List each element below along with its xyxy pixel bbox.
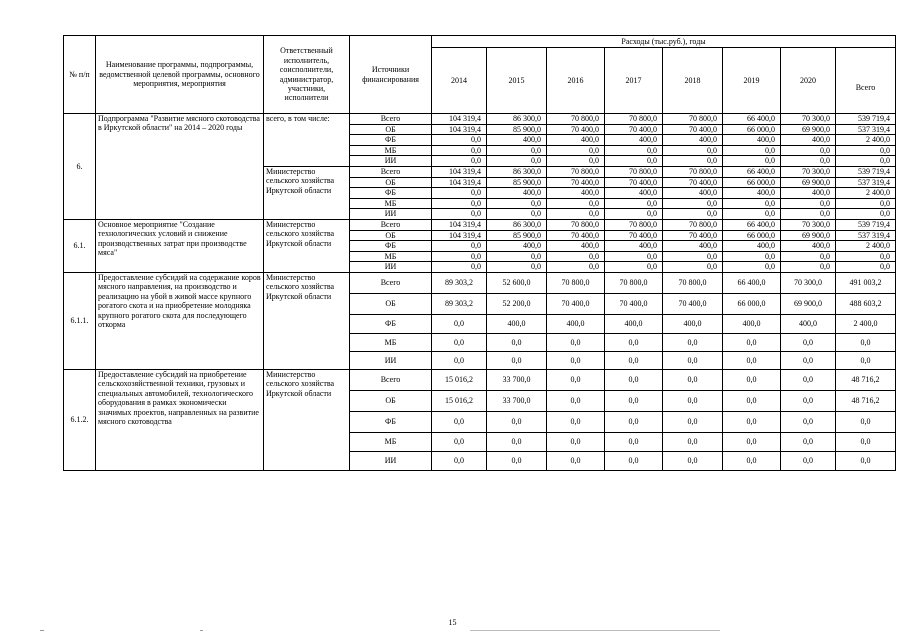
year-value: 0,0 [605,351,663,369]
year-value: 400,0 [605,188,663,199]
year-value: 400,0 [781,241,836,252]
total-value: 2 400,0 [836,135,896,146]
year-value: 0,0 [547,432,605,451]
year-value: 0,0 [547,209,605,220]
funding-source: ФБ [350,135,432,146]
funding-source: ФБ [350,314,432,333]
year-value: 0,0 [605,390,663,411]
table-header [64,36,896,114]
header-sources: Источники финансирования [350,36,432,114]
funding-source: ОБ [350,293,432,314]
program-name: Предоставление субсидий на приобретение сельскохозяйственной техники, грузовых и специальных автомобилей, технологического оборудования в рамках экономически значимых проектов, направленных на развитие мясного скотоводства [96,369,264,470]
year-value: 66 000,0 [723,124,781,135]
row-number: 6.1.1. [64,272,96,369]
year-value: 0,0 [605,209,663,220]
program-name: Подпрограмма "Развитие мясного скотоводства в Иркутской области" на 2014 – 2020 годы [96,114,264,220]
year-value: 0,0 [723,390,781,411]
header-year: 2016 [547,48,605,114]
year-value: 0,0 [663,333,723,351]
year-value: 86 300,0 [487,114,547,125]
total-value: 491 003,2 [836,272,896,293]
year-value: 0,0 [605,432,663,451]
year-value: 400,0 [487,314,547,333]
year-value: 70 800,0 [547,219,605,230]
year-value: 70 800,0 [605,166,663,177]
total-value: 539 719,4 [836,219,896,230]
program-name: Основное мероприятие "Создание технологических условий и снижение производственных затрат при производстве мяса" [96,219,264,272]
year-value: 0,0 [663,411,723,432]
year-value: 0,0 [547,369,605,390]
funding-source: ОБ [350,177,432,188]
year-value: 0,0 [487,451,547,470]
year-value: 400,0 [487,241,547,252]
year-value: 0,0 [781,411,836,432]
year-value: 104 319,4 [432,114,487,125]
year-value: 0,0 [781,145,836,156]
row-number: 6. [64,114,96,220]
responsible-executor: Министерство сельского хозяйства Иркутской области [264,166,350,219]
year-value: 0,0 [723,432,781,451]
year-value: 0,0 [663,262,723,273]
funding-source: МБ [350,251,432,262]
year-value: 0,0 [547,351,605,369]
year-value: 104 319,4 [432,166,487,177]
year-value: 0,0 [487,432,547,451]
year-value: 0,0 [781,351,836,369]
header-name: Наименование программы, подпрограммы, ведомственной целевой программы, основного мероприятия, мероприятия [96,36,264,114]
year-value: 33 700,0 [487,390,547,411]
program-name: Предоставление субсидий на содержание коров мясного направления, на производство и реализацию на убой в живой массе крупного рогатого скота и на приобретение молодняка крупного рогатого скота для последующего откорма [96,272,264,369]
year-value: 66 400,0 [723,114,781,125]
year-value: 70 400,0 [605,293,663,314]
year-value: 70 800,0 [605,114,663,125]
year-value: 69 900,0 [781,124,836,135]
year-value: 85 900,0 [487,230,547,241]
year-value: 70 400,0 [605,177,663,188]
year-value: 0,0 [432,314,487,333]
year-value: 70 800,0 [663,272,723,293]
year-value: 70 800,0 [547,272,605,293]
year-value: 0,0 [432,432,487,451]
year-value: 0,0 [663,145,723,156]
year-value: 0,0 [605,411,663,432]
funding-source: ИИ [350,351,432,369]
year-value: 400,0 [547,135,605,146]
funding-source: ИИ [350,262,432,273]
year-value: 52 200,0 [487,293,547,314]
funding-source: МБ [350,145,432,156]
total-value: 537 319,4 [836,124,896,135]
year-value: 70 800,0 [605,219,663,230]
funding-source: ФБ [350,411,432,432]
header-responsible: Ответственный исполнитель, соисполнители, администратор, участники, исполнители [264,36,350,114]
page-number: 15 [448,618,457,627]
year-value: 0,0 [432,333,487,351]
funding-source: Всего [350,166,432,177]
year-value: 0,0 [723,251,781,262]
year-value: 0,0 [781,251,836,262]
year-value: 400,0 [547,241,605,252]
funding-source: ИИ [350,209,432,220]
year-value: 400,0 [487,188,547,199]
total-value: 0,0 [836,198,896,209]
year-value: 0,0 [605,145,663,156]
year-value: 0,0 [781,451,836,470]
year-value: 66 000,0 [723,177,781,188]
funding-source: ОБ [350,230,432,241]
year-value: 400,0 [605,314,663,333]
year-value: 0,0 [605,451,663,470]
year-value: 70 400,0 [663,124,723,135]
year-value: 0,0 [547,156,605,167]
funding-source: ФБ [350,188,432,199]
total-value: 488 603,2 [836,293,896,314]
funding-source: МБ [350,333,432,351]
year-value: 400,0 [487,135,547,146]
total-value: 0,0 [836,209,896,220]
header-year: 2015 [487,48,547,114]
header-year: 2014 [432,48,487,114]
budget-table [63,35,896,471]
responsible-executor: Министерство сельского хозяйства Иркутской области [264,272,350,369]
year-value: 0,0 [723,209,781,220]
year-value: 0,0 [605,251,663,262]
total-value: 537 319,4 [836,177,896,188]
year-value: 66 400,0 [723,219,781,230]
year-value: 15 016,2 [432,369,487,390]
year-value: 0,0 [781,262,836,273]
total-value: 2 400,0 [836,314,896,333]
year-value: 0,0 [432,351,487,369]
year-value: 0,0 [723,156,781,167]
year-value: 0,0 [487,251,547,262]
total-value: 0,0 [836,411,896,432]
year-value: 70 400,0 [605,230,663,241]
year-value: 0,0 [547,262,605,273]
table-row [64,219,896,230]
total-value: 0,0 [836,262,896,273]
year-value: 66 400,0 [723,272,781,293]
total-value: 0,0 [836,333,896,351]
year-value: 52 600,0 [487,272,547,293]
year-value: 0,0 [781,390,836,411]
year-value: 400,0 [723,135,781,146]
year-value: 400,0 [605,241,663,252]
funding-source: Всего [350,369,432,390]
year-value: 70 800,0 [663,219,723,230]
year-value: 104 319,4 [432,177,487,188]
year-value: 66 000,0 [723,293,781,314]
header-year: 2017 [605,48,663,114]
year-value: 0,0 [432,198,487,209]
year-value: 400,0 [663,135,723,146]
year-value: 0,0 [723,198,781,209]
total-value: 0,0 [836,156,896,167]
funding-source: МБ [350,198,432,209]
funding-source: ИИ [350,451,432,470]
year-value: 0,0 [605,333,663,351]
year-value: 0,0 [781,369,836,390]
year-value: 0,0 [487,156,547,167]
year-value: 0,0 [432,411,487,432]
scan-mark [200,630,203,631]
funding-source: Всего [350,114,432,125]
year-value: 0,0 [663,432,723,451]
year-value: 400,0 [781,135,836,146]
table-body [64,114,896,471]
year-value: 69 900,0 [781,177,836,188]
year-value: 0,0 [663,451,723,470]
year-value: 70 800,0 [605,272,663,293]
header-year: 2020 [781,48,836,114]
year-value: 70 400,0 [547,230,605,241]
year-value: 15 016,2 [432,390,487,411]
year-value: 400,0 [723,314,781,333]
year-value: 70 300,0 [781,272,836,293]
year-value: 70 400,0 [547,177,605,188]
year-value: 0,0 [723,262,781,273]
year-value: 89 303,2 [432,293,487,314]
funding-source: ФБ [350,241,432,252]
year-value: 0,0 [432,135,487,146]
year-value: 0,0 [487,411,547,432]
year-value: 0,0 [723,351,781,369]
year-value: 0,0 [781,432,836,451]
funding-source: ОБ [350,124,432,135]
total-value: 2 400,0 [836,188,896,199]
year-value: 0,0 [547,390,605,411]
year-value: 0,0 [432,262,487,273]
total-value: 48 716,2 [836,369,896,390]
year-value: 0,0 [723,369,781,390]
total-value: 0,0 [836,145,896,156]
year-value: 0,0 [547,333,605,351]
year-value: 70 300,0 [781,166,836,177]
year-value: 0,0 [547,251,605,262]
table-row [64,114,896,125]
year-value: 0,0 [487,333,547,351]
year-value: 70 400,0 [547,124,605,135]
year-value: 86 300,0 [487,166,547,177]
year-value: 0,0 [663,198,723,209]
table-row [64,272,896,293]
year-value: 70 400,0 [605,124,663,135]
year-value: 400,0 [663,241,723,252]
year-value: 0,0 [487,351,547,369]
year-value: 70 300,0 [781,219,836,230]
year-value: 0,0 [723,451,781,470]
year-value: 0,0 [432,188,487,199]
funding-source: Всего [350,219,432,230]
year-value: 400,0 [723,241,781,252]
header-year: 2019 [723,48,781,114]
year-value: 0,0 [663,390,723,411]
year-value: 400,0 [605,135,663,146]
year-value: 0,0 [432,145,487,156]
year-value: 0,0 [781,333,836,351]
year-value: 0,0 [487,198,547,209]
year-value: 85 900,0 [487,124,547,135]
year-value: 70 400,0 [663,293,723,314]
year-value: 89 303,2 [432,272,487,293]
funding-source: Всего [350,272,432,293]
year-value: 86 300,0 [487,219,547,230]
year-value: 0,0 [432,451,487,470]
year-value: 400,0 [781,188,836,199]
year-value: 0,0 [605,262,663,273]
total-value: 48 716,2 [836,390,896,411]
year-value: 0,0 [487,145,547,156]
year-value: 0,0 [663,251,723,262]
total-value: 0,0 [836,432,896,451]
year-value: 0,0 [432,241,487,252]
total-value: 539 719,4 [836,114,896,125]
scan-mark [40,630,44,631]
year-value: 70 800,0 [663,166,723,177]
year-value: 0,0 [605,198,663,209]
funding-source: ОБ [350,390,432,411]
header-total: Всего [836,48,896,114]
total-value: 0,0 [836,351,896,369]
row-number: 6.1. [64,219,96,272]
responsible-executor: Министерство сельского хозяйства Иркутской области [264,369,350,470]
year-value: 85 900,0 [487,177,547,188]
year-value: 0,0 [547,451,605,470]
year-value: 70 400,0 [663,230,723,241]
year-value: 0,0 [487,262,547,273]
total-value: 0,0 [836,451,896,470]
year-value: 104 319,4 [432,124,487,135]
year-value: 70 800,0 [547,166,605,177]
year-value: 400,0 [723,188,781,199]
year-value: 0,0 [547,198,605,209]
year-value: 0,0 [663,209,723,220]
year-value: 0,0 [781,198,836,209]
year-value: 0,0 [432,156,487,167]
year-value: 400,0 [663,314,723,333]
responsible-executor: всего, в том числе: [264,114,350,167]
header-num: № п/п [64,36,96,114]
total-value: 537 319,4 [836,230,896,241]
year-value: 70 300,0 [781,114,836,125]
year-value: 70 800,0 [547,114,605,125]
year-value: 70 400,0 [663,177,723,188]
total-value: 2 400,0 [836,241,896,252]
year-value: 0,0 [723,411,781,432]
year-value: 0,0 [547,145,605,156]
responsible-executor: Министерство сельского хозяйства Иркутской области [264,219,350,272]
year-value: 69 900,0 [781,230,836,241]
year-value: 0,0 [663,369,723,390]
year-value: 0,0 [663,351,723,369]
total-value: 0,0 [836,251,896,262]
year-value: 400,0 [547,314,605,333]
header-year: 2018 [663,48,723,114]
year-value: 70 400,0 [547,293,605,314]
year-value: 33 700,0 [487,369,547,390]
funding-source: ИИ [350,156,432,167]
year-value: 69 900,0 [781,293,836,314]
year-value: 0,0 [605,369,663,390]
header-expenses: Расходы (тыс.руб.), годы [432,36,896,48]
table-row [64,369,896,390]
row-number: 6.1.2. [64,369,96,470]
year-value: 0,0 [663,156,723,167]
year-value: 0,0 [723,145,781,156]
year-value: 0,0 [723,333,781,351]
year-value: 104 319,4 [432,219,487,230]
year-value: 104 319,4 [432,230,487,241]
year-value: 0,0 [487,209,547,220]
year-value: 0,0 [605,156,663,167]
year-value: 0,0 [432,251,487,262]
total-value: 539 719,4 [836,166,896,177]
year-value: 400,0 [547,188,605,199]
year-value: 0,0 [781,209,836,220]
year-value: 66 000,0 [723,230,781,241]
year-value: 400,0 [663,188,723,199]
year-value: 0,0 [781,156,836,167]
year-value: 70 800,0 [663,114,723,125]
year-value: 400,0 [781,314,836,333]
year-value: 0,0 [547,411,605,432]
scan-mark [470,630,720,631]
year-value: 0,0 [432,209,487,220]
funding-source: МБ [350,432,432,451]
year-value: 66 400,0 [723,166,781,177]
